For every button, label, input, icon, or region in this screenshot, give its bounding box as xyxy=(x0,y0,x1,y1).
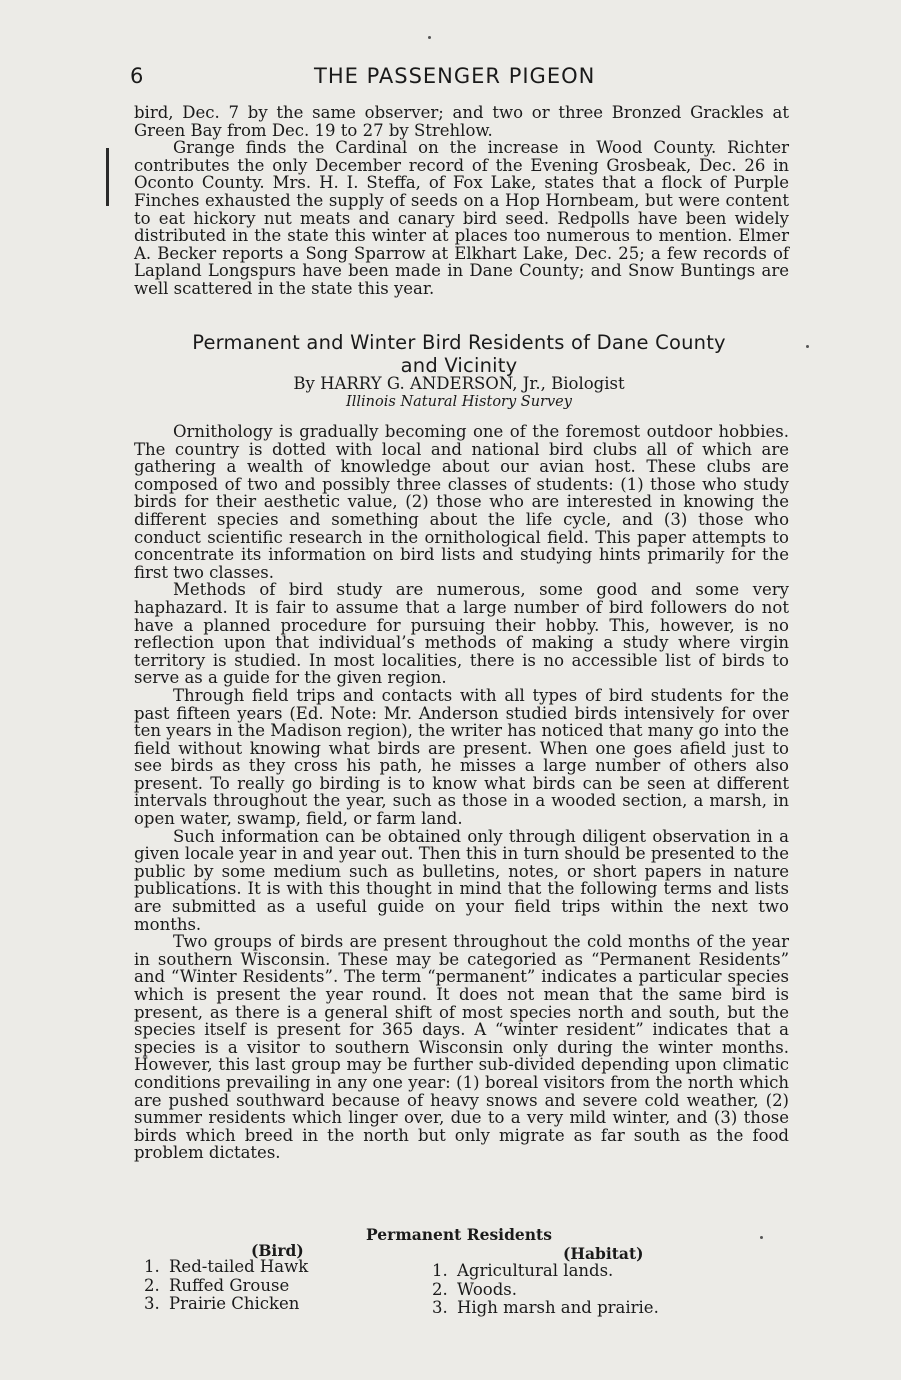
bird-column-header: (Bird) xyxy=(251,1241,304,1260)
body-paragraph: Such information can be obtained only through diligent observation in a given locale year in and year out. Then this in turn should be presented to the public by some medium such as bulletins, notes, or short papers in nature publications. It is with this thought in mind that the following terms and lists are submitted as a useful guide on your field trips within the next two months. xyxy=(134,826,789,934)
body-paragraph: Two groups of birds are present throughout the cold months of the year in southern Wisconsin. These may be categoried as “Permanent Residents” and “Winter Residents”. The term “permanent” indicates a particular species which is present the year round. It does not mean that the same bird is present, as there is a general shift of most species north and south, but the species itself is present for 365 days. A “winter resident” indicates that a species is a visitor to southern Wisconsin only during the winter months. However, this last group may be further sub-divided depending upon climatic conditions prevailing in any one year: (1) boreal visitors from the north which are pushed southward because of heavy snows and severe cold weather, (2) summer residents which linger over, due to a very mild winter, and (3) those birds which breed in the north but only migrate as far south as the food problem dictates. xyxy=(134,932,789,1163)
list-item: 1. Agricultural lands. xyxy=(432,1261,614,1280)
article-title xyxy=(134,331,784,377)
list-item: 3. Prairie Chicken xyxy=(144,1294,300,1313)
article-byline: By HARRY G. ANDERSON, Jr., Biologist xyxy=(293,374,625,393)
body-paragraph: Ornithology is gradually becoming one of the foremost outdoor hobbies. The country is dotted with local and national bird clubs all of which are gathering a wealth of knowledge about our avian host. These clubs are composed of two and possibly three classes of students: (1) those who study birds for their aesthetic value, (2) those who are interested in knowing the different species and something about the life cycle, and (3) those who conduct scientific research in the ornithological field. This paper attempts to concentrate its information on bird lists and studying hints primarily for the first two classes. xyxy=(134,422,789,582)
list-item: 2. Ruffed Grouse xyxy=(144,1275,290,1295)
intro-paragraph: Grange finds the Cardinal on the increase in Wood County. Richter contributes the only December record of the Evening Grosbeak, Dec. 26 in Oconto County. Mrs. H. I. Steffa, of Fox Lake, states that a flock of Purple Finches exhausted the supply of seeds on a Hop Hornbeam, but were content to eat hickory nut meats and canary bird seed. Redpolls have been widely distributed in the state this winter at places too numerous to mention. Elmer A. Becker reports a Song Sparrow at Elkhart Lake, Dec. 25; a few records of Lapland Longspurs have been made in Dane County; and Snow Buntings are well scattered in the state this year. xyxy=(134,138,789,298)
page-number: 6 xyxy=(130,64,145,88)
article-body xyxy=(134,423,789,1162)
body-paragraph: Methods of bird study are numerous, some good and some very haphazard. It is fair to assume that a large number of bird followers do not have a planned procedure for pursuing their hobby. This, however, is no reflection upon that individual’s methods of making a study where virgin territory is studied. In most localities, there is no accessible list of birds to serve as a guide for the given region. xyxy=(134,580,789,688)
journal-title: THE PASSENGER PIGEON xyxy=(314,64,596,88)
list-heading: Permanent Residents xyxy=(366,1225,552,1244)
list-item: 1. Red-tailed Hawk xyxy=(144,1257,309,1276)
paper-speck xyxy=(428,36,431,39)
article-title-line: and Vicinity xyxy=(400,354,518,377)
intro-paragraph: bird, Dec. 7 by the same observer; and two or three Bronzed Grackles at Green Bay from Dec. 19 to 27 by Strehlow. xyxy=(134,103,789,140)
page-header xyxy=(130,64,605,96)
habitat-list xyxy=(432,1262,659,1318)
article-affiliation: Illinois Natural History Survey xyxy=(346,394,572,410)
article-title-line: Permanent and Winter Bird Residents of Dane County xyxy=(192,331,726,354)
list-item: 3. High marsh and prairie. xyxy=(432,1298,659,1317)
bird-list xyxy=(144,1258,308,1314)
margin-mark xyxy=(106,148,109,206)
intro-text xyxy=(134,104,789,298)
body-paragraph: Through field trips and contacts with all types of bird students for the past fifteen years (Ed. Note: Mr. Anderson studied birds intensively for over ten years in the Madison region), the writer has noticed that many go into the field without knowing what birds are present. When one goes afield just to see birds as they cross his path, he misses a large number of others also present. To really go birding is to know what birds can be seen at different intervals throughout the year, such as those in a wooded section, a marsh, in open water, swamp, field, or farm land. xyxy=(134,685,789,829)
habitat-column-header: (Habitat) xyxy=(563,1244,644,1263)
paper-speck xyxy=(806,345,809,348)
list-item: 2. Woods. xyxy=(432,1279,517,1299)
